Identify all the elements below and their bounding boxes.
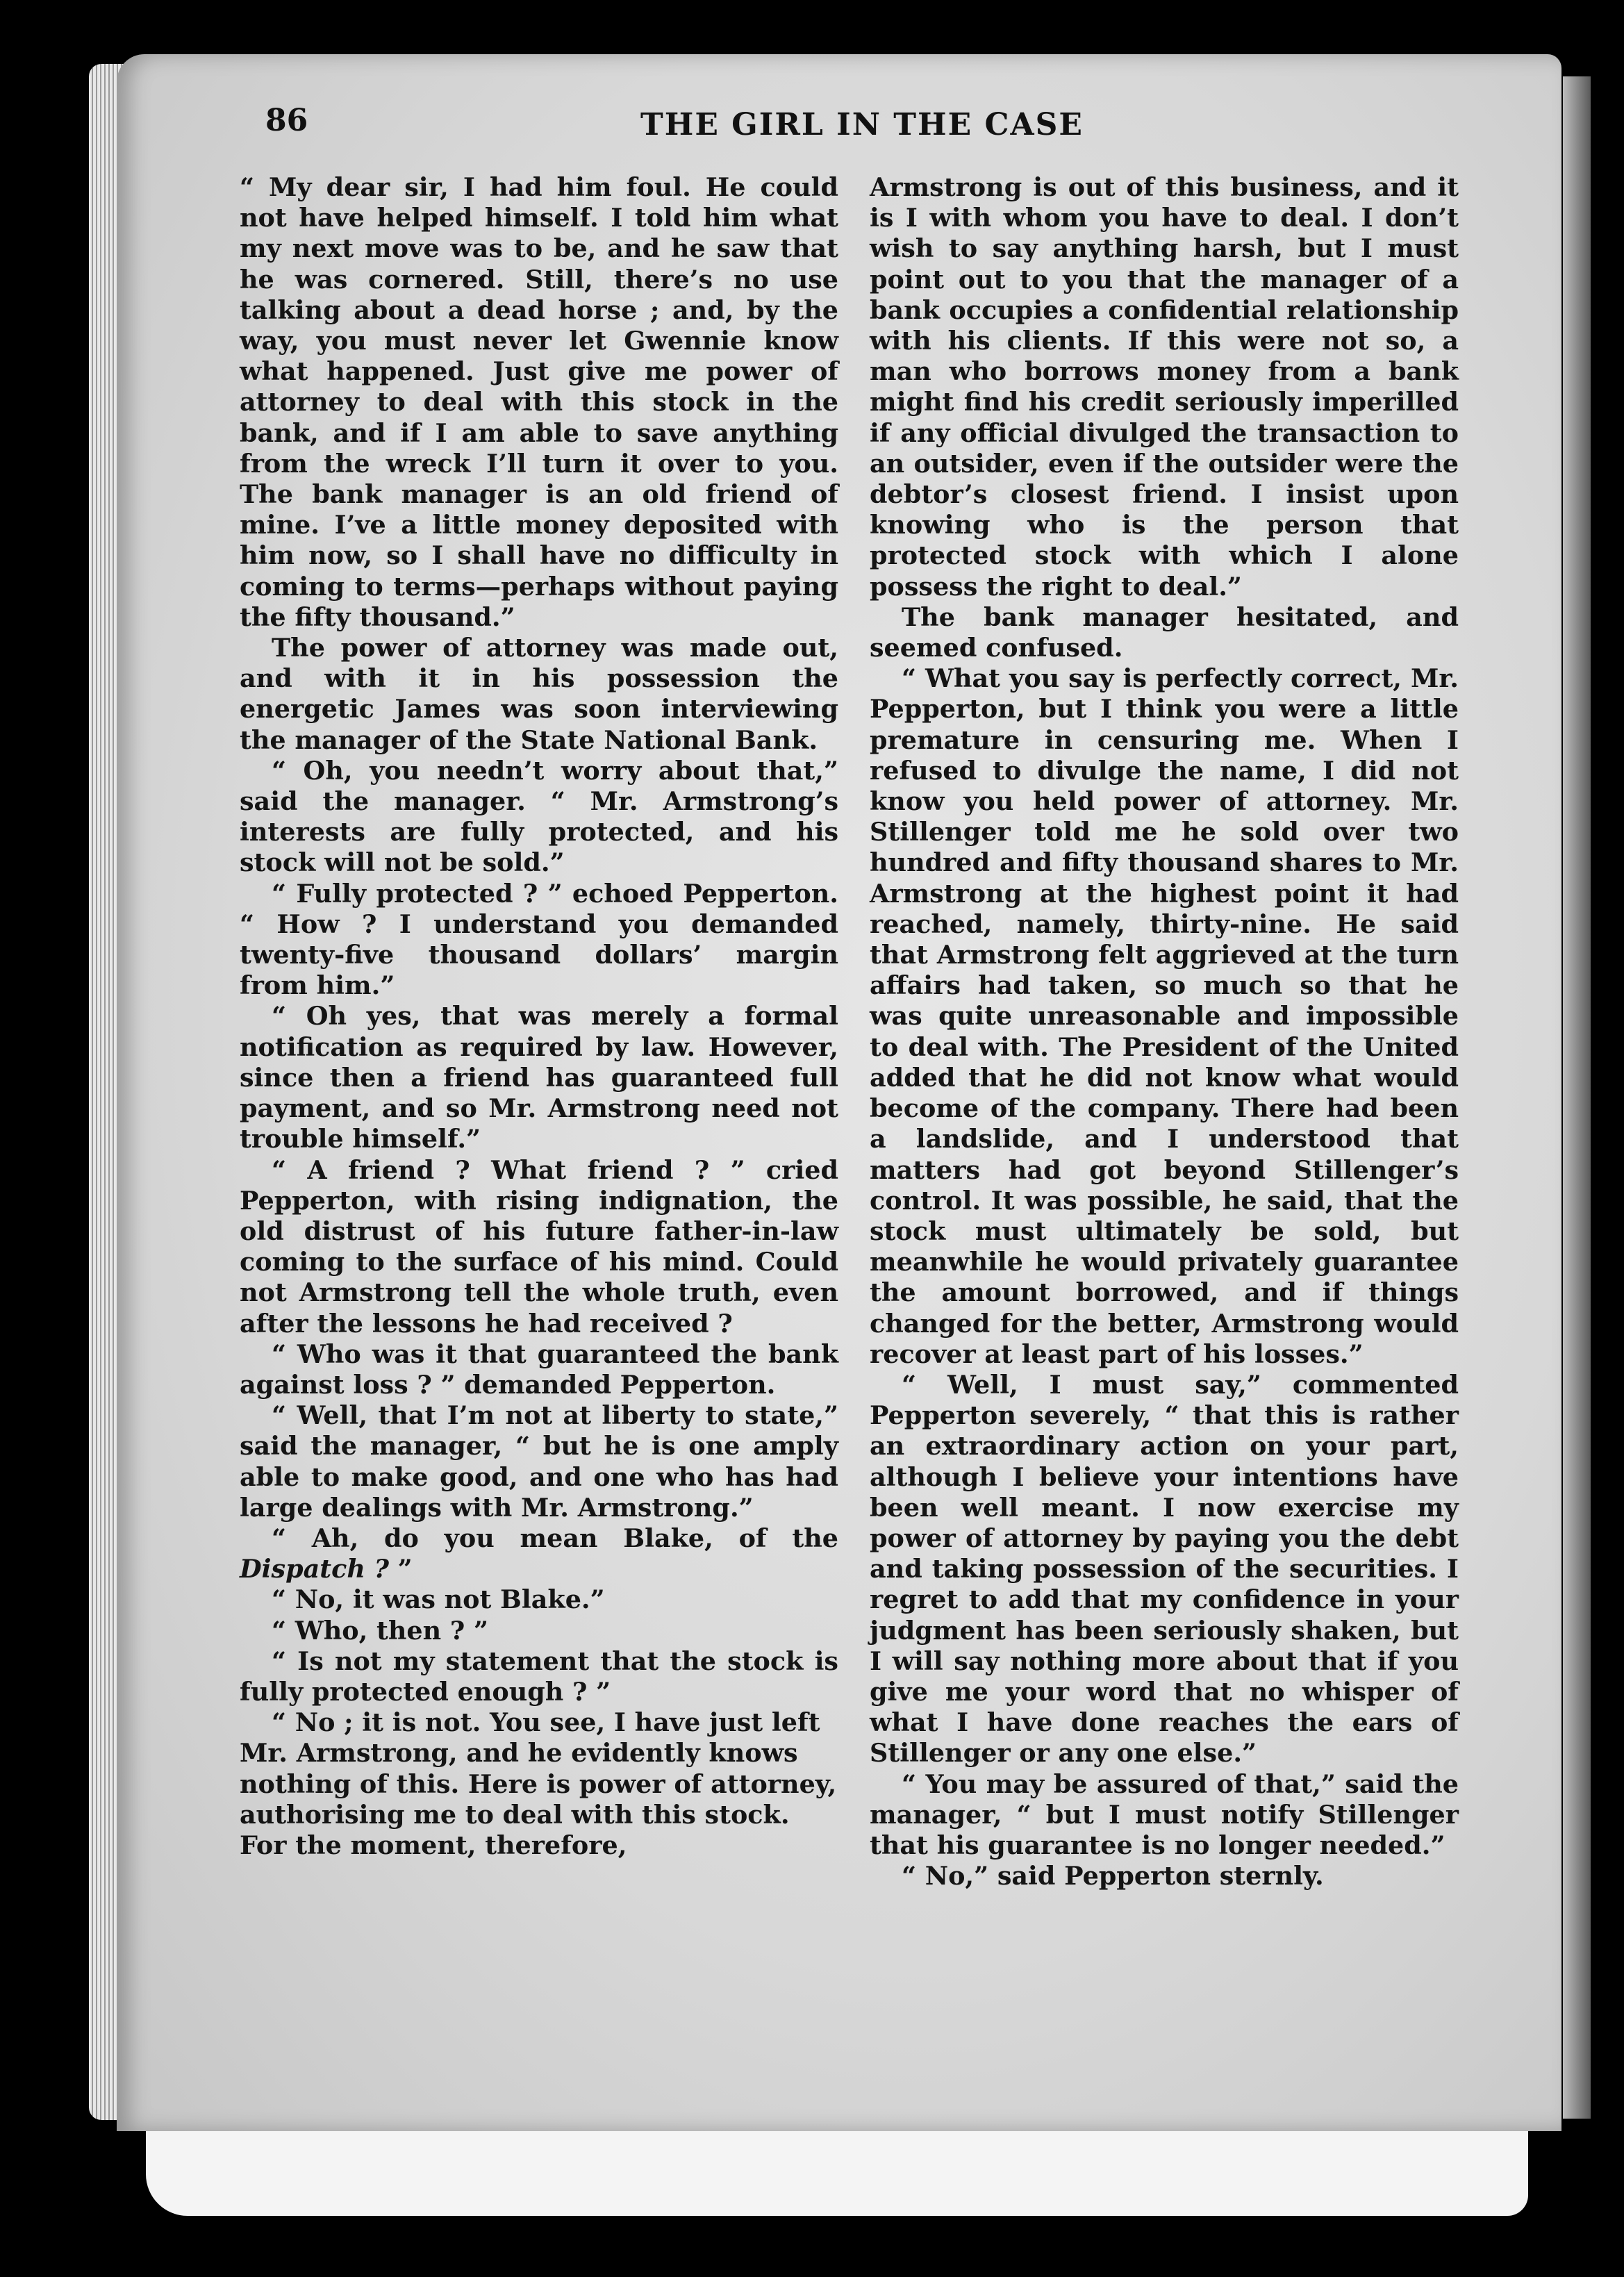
paragraph: “ No, it was not Blake.” <box>272 1584 605 1615</box>
paragraph: “ Who, then ? ” <box>272 1615 488 1646</box>
left-text-column <box>240 172 838 1861</box>
running-title: THE GIRL IN THE CASE <box>640 107 1084 142</box>
paragraph: “ Oh yes, that was merely a formal notification as required by law. However, since then a friend has guaranteed full payment, and so Mr. Armstrong need not trouble himself.” <box>240 1001 838 1154</box>
paragraph: “ A friend ? What friend ? ” cried Pepperton, with rising indignation, the old distrust of his future father-in-law coming to the surface of his mind. Could not Armstrong tell the whole truth, even after the lessons he had received ? <box>240 1154 838 1339</box>
paragraph: “ No,” said Pepperton sternly. <box>902 1861 1324 1891</box>
paragraph: “ Well, that I’m not at liberty to state,” said the manager, “ but he is one amply able to make good, and one who has had large dealings with Mr. Armstrong.” <box>240 1400 838 1523</box>
page-header <box>265 103 1363 158</box>
paragraph: “ My dear sir, I had him foul. He could not have helped himself. I told him what my next move was to be, and he saw that he was cornered. Still, there’s no use talking about a dead horse ; and, by the way, you must never let Gwennie know what happened. Just give me power of attorney to deal with this stock in the bank, and if I am able to save anything from the wreck I’ll turn it over to you. The bank manager is an old friend of mine. I’ve a little money deposited with him now, so I shall have no difficulty in coming to terms—perhaps without paying the fifty thousand.” <box>240 172 838 632</box>
paragraph: The bank manager hesitated, and seemed confused. <box>870 602 1459 663</box>
right-text-column <box>870 172 1459 1891</box>
paragraph: “ Well, I must say,” commented Pepperton severely, “ that this is rather an extraordinary action on your part, although I believe your intentions have been well meant. I now exercise my power of attorney by paying you the debt and taking possession of the securities. I regret to add that my confidence in your judgment has been seriously shaken, but I will say nothing more about that if you give me your word that no whisper of what I have done reaches the ears of Stillenger or any one else.” <box>870 1369 1459 1769</box>
paragraph: “ Fully protected ? ” echoed Pepperton. “ How ? I understand you demanded twenty-five thousand dollars’ margin from him.” <box>240 878 838 1001</box>
paragraph: The power of attorney was made out, and with it in his possession the energetic James was soon interviewing the manager of the State National Bank. <box>240 633 838 755</box>
paragraph: “ You may be assured of that,” said the manager, “ but I must notify Stillenger that his guarantee is no longer needed.” <box>870 1769 1459 1860</box>
newspaper-title: Dispatch ? <box>240 1554 389 1584</box>
paragraph: “ What you say is perfectly correct, Mr. Pepperton, but I think you were a little premature in censuring me. When I refused to divulge the name, I did not know you held power of attorney. Mr. Stillenger told me he sold over two hundred and fifty thousand shares to Mr. Armstrong at the highest point it had reached, namely, thirty-nine. He said that Armstrong felt aggrieved at the turn affairs had taken, so much so that he was quite unreasonable and impossible to deal with. The President of the United added that he did not know what would become of the company. There had been a landslide, and I understood that matters had got beyond Stillenger’s control. It was possible, he said, that the stock must ultimately be sold, but meanwhile he would privately guarantee the amount borrowed, and if things changed for the better, Armstrong would recover at least part of his losses.” <box>870 663 1459 1369</box>
page-number: 86 <box>265 103 308 138</box>
facing-page-edge <box>1563 76 1591 2119</box>
paragraph: “ Ah, do you mean Blake, of the Dispatch ? ” <box>240 1523 838 1584</box>
paragraph: “ Who was it that guaranteed the bank against loss ? ” demanded Pepperton. <box>240 1339 838 1400</box>
paragraph: Armstrong is out of this business, and it is I with whom you have to deal. I don’t wish to say anything harsh, but I must point out to you that the manager of a bank occupies a confidential relationship with his clients. If this were not so, a man who borrows money from a bank might find his credit seriously imperilled if any official divulged the transaction to an outsider, even if the outsider were the debtor’s closest friend. I insist upon knowing who is the person that protected stock with which I alone possess the right to deal.” <box>870 172 1459 602</box>
paragraph: “ Is not my statement that the stock is fully protected enough ? ” <box>240 1646 838 1707</box>
paragraph: “ Oh, you needn’t worry about that,” said the manager. “ Mr. Armstrong’s interests are fully protected, and his stock will not be sold.” <box>240 755 838 878</box>
paragraph: “ No ; it is not. You see, I have just left Mr. Armstrong, and he evidently knows nothing of this. Here is power of attorney, authorising me to deal with this stock. For the moment, therefore, <box>240 1707 837 1860</box>
